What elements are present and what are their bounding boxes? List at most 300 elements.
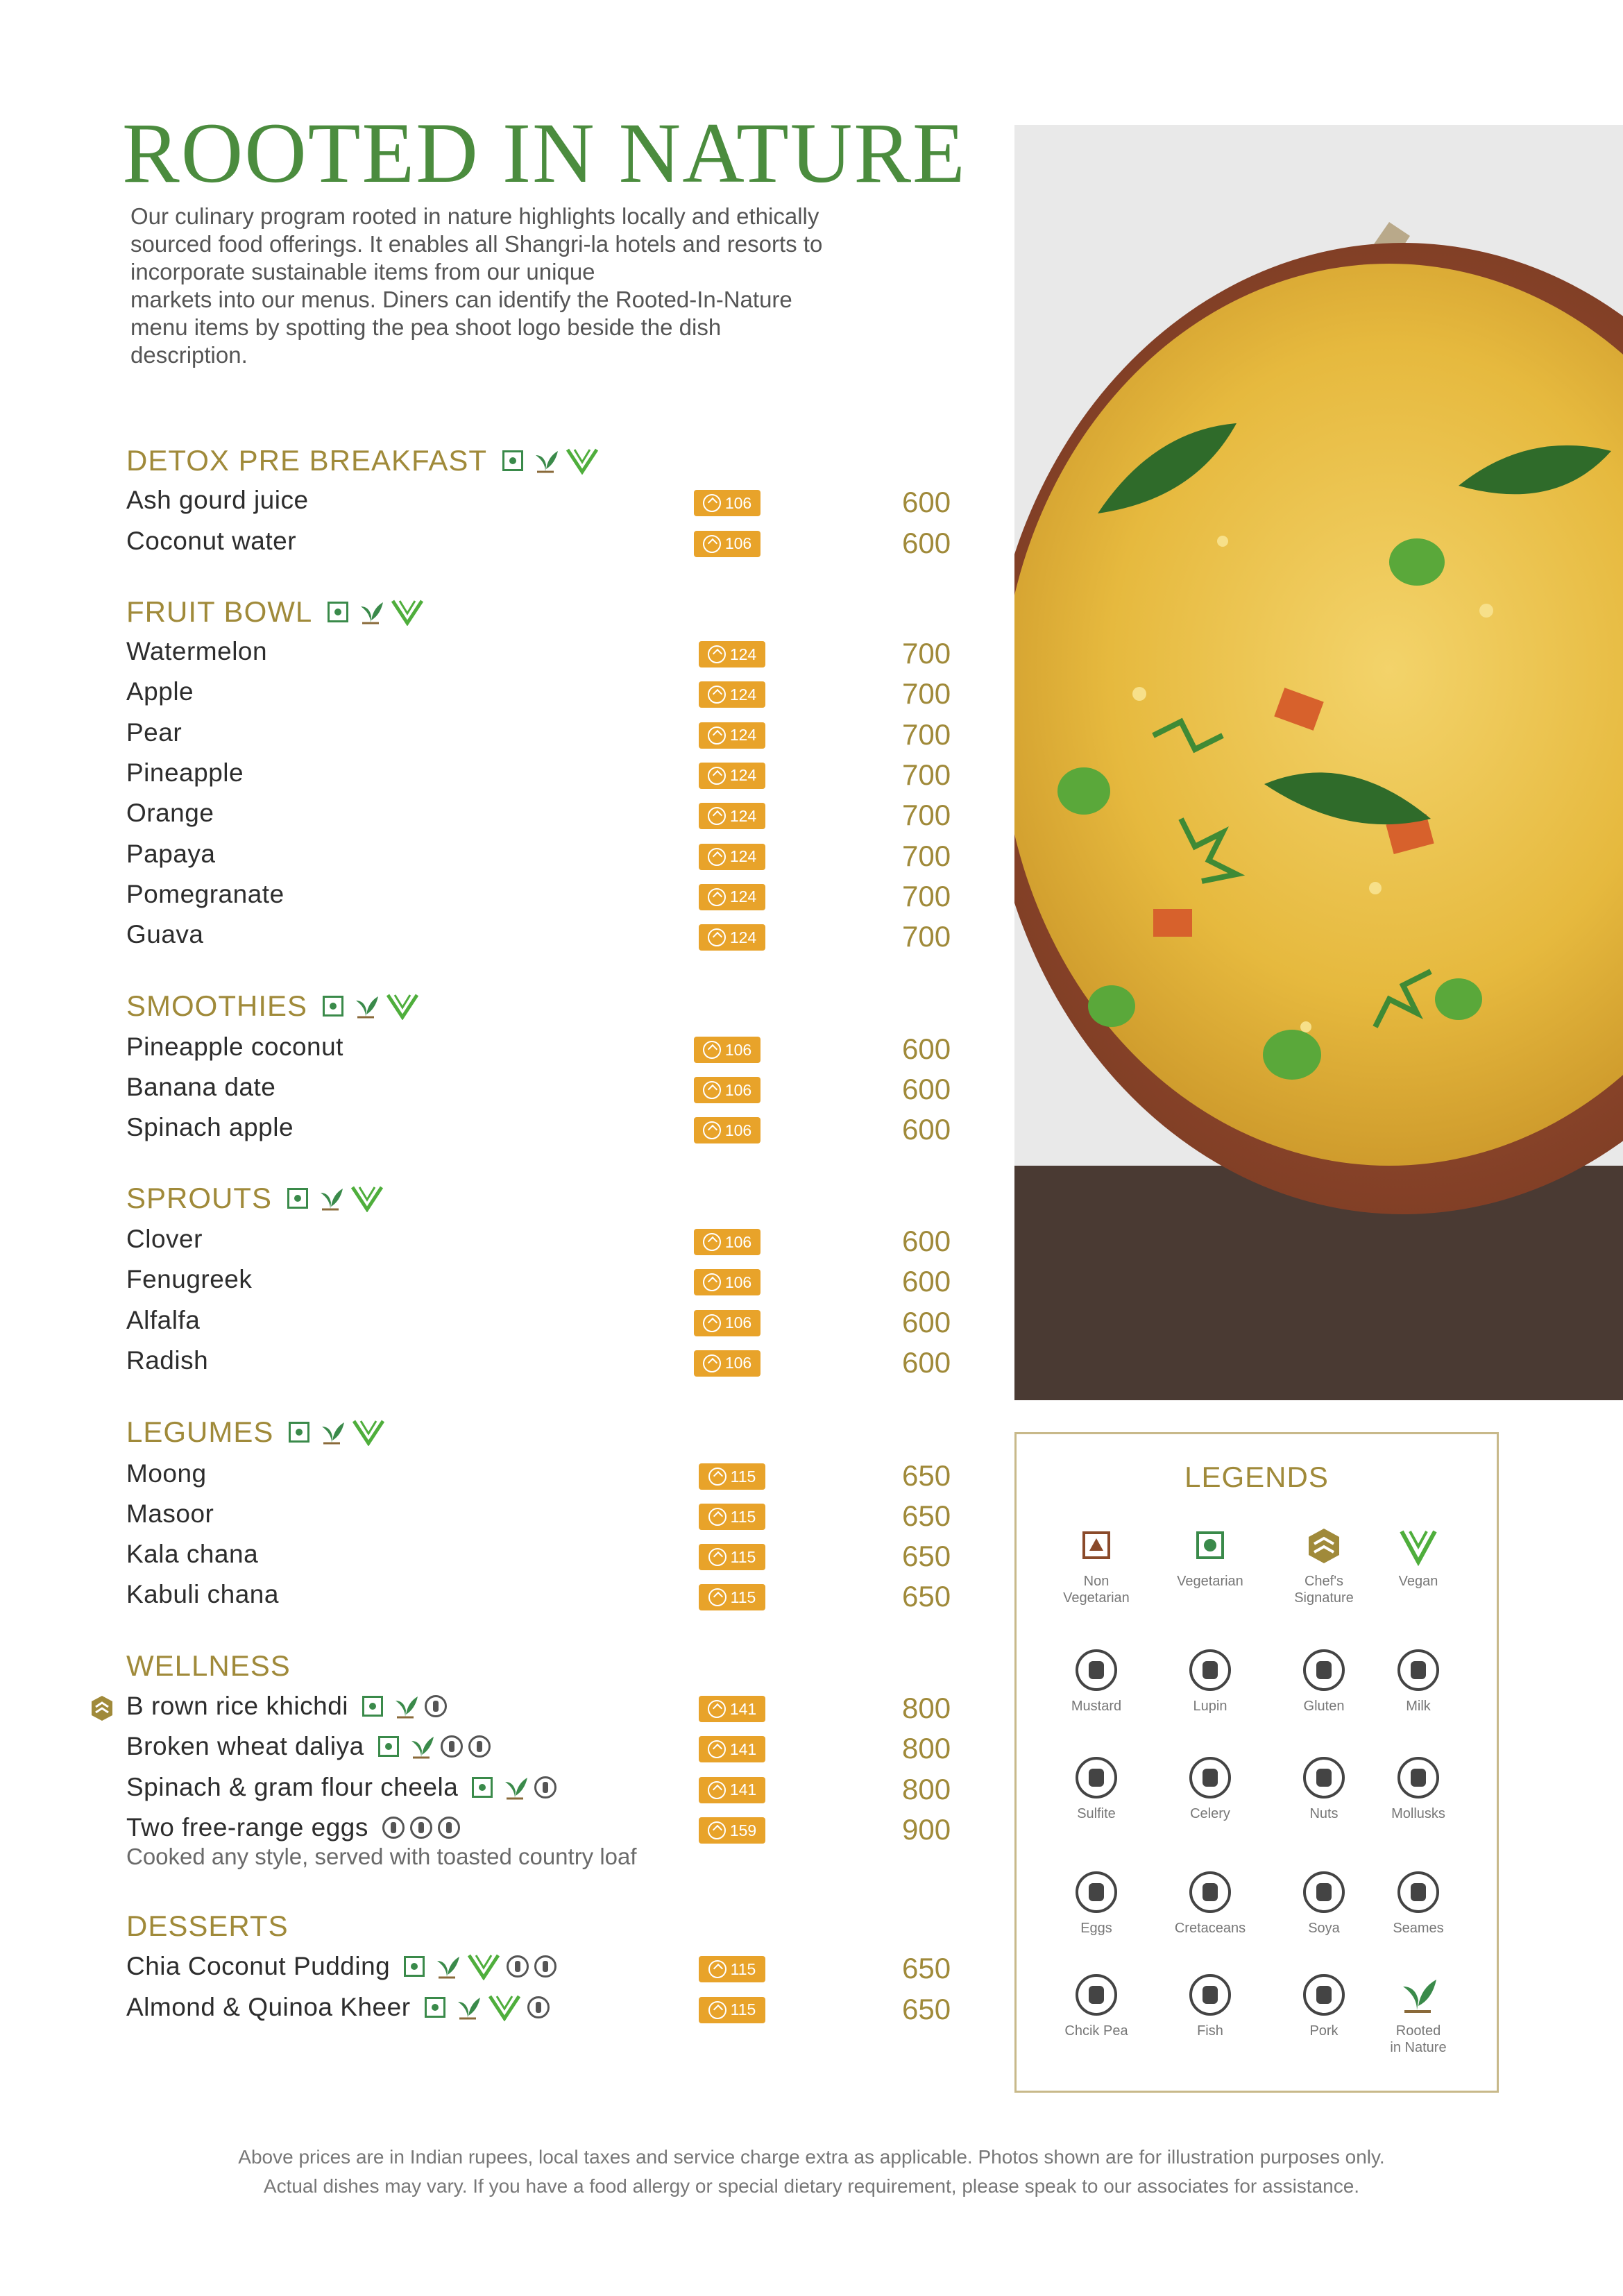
calorie-value: 115 [730, 1547, 756, 1566]
footer-line: Actual dishes may vary. If you have a food allergy or special dietary requirement, please speak to our associates for assistance. [263, 2175, 1360, 2197]
milk-icon [507, 1955, 529, 1978]
calorie-icon [708, 807, 726, 825]
menu-item-price: 600 [902, 526, 951, 559]
crustaceans-icon [1189, 1871, 1231, 1913]
gluten-icon [438, 1817, 460, 1839]
menu-item-name [126, 1580, 293, 1609]
section-title-text: SMOOTHIES [126, 989, 308, 1022]
calorie-icon [708, 2001, 726, 2019]
calorie-badge [699, 1997, 765, 2023]
menu-item-price: 700 [902, 717, 951, 751]
milk-icon [382, 1817, 405, 1839]
calorie-icon [703, 1041, 721, 1059]
menu-item-name [126, 1499, 228, 1529]
menu-item-name-text: Apple [126, 677, 194, 706]
gluten-icon [527, 1996, 550, 2018]
menu-item [126, 1773, 966, 1809]
calorie-value: 124 [729, 685, 757, 704]
calorie-badge [699, 641, 765, 667]
legend-item [1359, 1871, 1477, 1937]
gluten-icon [468, 1735, 491, 1758]
menu-item-price: 650 [902, 1499, 951, 1532]
section-title-text: LEGUMES [126, 1415, 274, 1448]
nuts-icon [1303, 1757, 1345, 1798]
menu-item-price: 800 [902, 1772, 951, 1805]
rooted-in-nature-icon [501, 1775, 529, 1800]
menu-item-name [126, 1952, 562, 1981]
rooted-in-nature-icon [357, 599, 384, 624]
menu-item-price: 700 [902, 637, 951, 670]
calorie-badge [699, 1584, 765, 1610]
vegetarian-icon [1189, 1524, 1231, 1566]
menu-item-name [126, 1732, 496, 1761]
rooted-in-nature-icon [1397, 1974, 1439, 2016]
calorie-badge [699, 803, 765, 829]
intro-line: description. [130, 342, 248, 368]
calorie-badge [694, 1229, 760, 1255]
vegetarian-icon [502, 450, 523, 471]
eggs-icon [410, 1817, 432, 1839]
menu-item-name-text: Almond & Quinoa Kheer [126, 1992, 411, 2021]
menu-item-name [126, 1225, 216, 1254]
menu-item-name [126, 1113, 307, 1142]
intro-line: Our culinary program rooted in nature highlights locally and ethically [130, 203, 819, 229]
menu-item-name-text: Pineapple coconut [126, 1032, 343, 1061]
menu-item-name-text: Coconut water [126, 526, 297, 555]
legend-item [1151, 1649, 1269, 1715]
menu-item [126, 677, 966, 713]
rooted-in-nature-icon [318, 1420, 346, 1445]
calorie-icon [703, 494, 721, 512]
menu-item-name [126, 1265, 266, 1294]
sulfite-icon [1076, 1757, 1117, 1798]
calorie-value: 106 [724, 493, 752, 512]
milk-icon [534, 1776, 556, 1798]
menu-item [126, 1952, 966, 1988]
menu-item-price: 700 [902, 677, 951, 711]
calorie-icon [708, 1588, 726, 1606]
menu-item [126, 758, 966, 794]
legend-item-label: Seames [1393, 1921, 1444, 1936]
section-title-text: DETOX PRE BREAKFAST [126, 444, 488, 477]
calorie-icon [703, 1233, 721, 1251]
calorie-value: 106 [724, 1313, 752, 1332]
menu-item-name-text: Moong [126, 1459, 207, 1488]
menu-item-name-text: Pineapple [126, 758, 244, 787]
menu-item [126, 486, 966, 522]
menu-item [126, 1540, 966, 1576]
calorie-badge [699, 884, 765, 910]
menu-item-name [126, 1346, 222, 1375]
menu-item-price: 650 [902, 1459, 951, 1492]
food-photo [1014, 125, 1623, 1400]
vegan-icon [1397, 1524, 1439, 1566]
menu-item [126, 840, 966, 876]
menu-item-price: 600 [902, 1073, 951, 1105]
calorie-badge [699, 681, 765, 708]
calorie-icon [703, 1354, 721, 1372]
menu-item [126, 718, 966, 754]
calorie-icon [703, 1081, 721, 1099]
section-title [126, 1415, 391, 1449]
calorie-value: 124 [729, 726, 757, 745]
menu-item-name-text: Papaya [126, 839, 216, 868]
legend-item-label: Mollusks [1391, 1806, 1445, 1821]
calorie-badge [699, 722, 765, 749]
menu-item-name-text: Watermelon [126, 637, 268, 665]
calorie-icon [708, 1468, 726, 1486]
milk-icon [1397, 1649, 1439, 1691]
calorie-icon [703, 535, 721, 553]
calorie-badge [699, 1463, 765, 1490]
menu-item [126, 1459, 966, 1495]
calorie-icon [708, 1821, 726, 1839]
menu-item-name [126, 1073, 289, 1102]
menu-item-name [126, 1306, 214, 1335]
chick-pea-icon [1076, 1974, 1117, 2016]
page-title: ROOTED IN NATURE [122, 105, 967, 201]
menu-item [126, 1032, 966, 1069]
calorie-icon [708, 928, 726, 946]
legend-item-label: Celery [1190, 1806, 1230, 1821]
menu-item-price: 650 [902, 1580, 951, 1613]
intro-line: menu items by spotting the pea shoot logo beside the dish [130, 314, 722, 340]
calorie-badge [694, 531, 760, 557]
legend-item-label: Vegan [1398, 1574, 1438, 1589]
menu-item-name-text: Radish [126, 1345, 209, 1375]
menu-item-name [126, 920, 218, 949]
section-title [126, 1649, 306, 1683]
vegan-icon [390, 598, 425, 626]
calorie-icon [708, 1740, 726, 1758]
menu-item-price: 650 [902, 1540, 951, 1572]
calorie-badge [699, 844, 765, 870]
calorie-value: 124 [729, 847, 757, 865]
legend-item-label: Pork [1309, 2023, 1339, 2039]
menu-item-name [126, 1813, 466, 1842]
menu-item-name [126, 758, 257, 788]
calorie-badge [694, 490, 760, 516]
menu-item-name [126, 1459, 221, 1488]
menu-item-name-text: Kabuli chana [126, 1580, 279, 1608]
menu-item-name-text: Spinach apple [126, 1113, 294, 1141]
vegan-icon [565, 447, 600, 475]
fish-icon [1189, 1974, 1231, 2016]
legend-title: LEGENDS [1184, 1461, 1329, 1493]
section-title [126, 1182, 390, 1215]
menu-item-name [126, 1540, 272, 1569]
menu-item-price: 600 [902, 1225, 951, 1257]
legend-item [1037, 1524, 1155, 1606]
menu-item [126, 920, 966, 956]
calorie-badge [699, 1777, 765, 1803]
legend-item-label: Sulfite [1077, 1806, 1116, 1821]
calorie-icon [708, 1548, 726, 1566]
calorie-icon [708, 645, 726, 663]
legend-item-label: Gluten [1303, 1699, 1345, 1714]
menu-item-name [126, 880, 298, 909]
section-title-text: DESSERTS [126, 1910, 289, 1942]
vegetarian-icon [378, 1736, 399, 1757]
menu-item [126, 1265, 966, 1301]
menu-item-price: 800 [902, 1732, 951, 1765]
intro-line: markets into our menus. Diners can identify the Rooted-In-Nature [130, 287, 792, 312]
calorie-icon [708, 848, 726, 866]
calorie-value: 159 [729, 1821, 757, 1839]
calorie-badge [699, 1696, 765, 1722]
calorie-icon [708, 726, 726, 745]
calorie-value: 115 [730, 2000, 756, 2018]
calorie-value: 106 [724, 1354, 752, 1372]
calorie-value: 115 [730, 1467, 756, 1486]
menu-item [126, 1692, 966, 1728]
menu-item-name [126, 1692, 452, 1721]
menu-item [126, 1580, 966, 1616]
menu-item-name [126, 527, 310, 556]
calorie-badge [694, 1310, 760, 1336]
legend-item-label: Rooted in Nature [1390, 2023, 1447, 2055]
rooted-in-nature-icon [407, 1734, 435, 1759]
calorie-icon [708, 767, 726, 785]
calorie-value: 106 [724, 1232, 752, 1251]
chefs-signature-icon [1303, 1524, 1345, 1566]
menu-item-name-text: Clover [126, 1225, 203, 1253]
menu-item [126, 1073, 966, 1109]
legend-item-label: Non Vegetarian [1063, 1574, 1130, 1606]
legend-item [1151, 1524, 1269, 1590]
calorie-icon [708, 1508, 726, 1526]
calorie-icon [703, 1314, 721, 1332]
menu-item-price: 900 [902, 1813, 951, 1846]
menu-item-price: 600 [902, 1345, 951, 1379]
calorie-value: 124 [729, 806, 757, 825]
legend-item-label: Eggs [1080, 1921, 1112, 1936]
calorie-value: 124 [729, 928, 757, 946]
calorie-icon [708, 1700, 726, 1718]
vegan-icon [466, 1953, 501, 1980]
legend-item [1359, 1757, 1477, 1822]
calorie-value: 115 [730, 1959, 756, 1978]
lupin-icon [1189, 1649, 1231, 1691]
calorie-badge [699, 763, 765, 789]
legend-item [1151, 1757, 1269, 1822]
menu-item-name-text: Banana date [126, 1073, 276, 1101]
menu-item-name [126, 718, 196, 747]
calorie-value: 115 [730, 1507, 756, 1526]
legend-item-label: Lupin [1193, 1699, 1227, 1714]
calorie-badge [699, 924, 765, 951]
menu-item-price: 700 [902, 799, 951, 832]
calorie-icon [703, 1121, 721, 1139]
menu-item-price: 700 [902, 758, 951, 791]
menu-item-name-text: Two free-range eggs [126, 1813, 368, 1842]
section-title-text: FRUIT BOWL [126, 595, 313, 628]
menu-item-name-text: Orange [126, 799, 214, 828]
calorie-value: 106 [724, 1273, 752, 1291]
soya-icon [1303, 1871, 1345, 1913]
menu-item-price: 700 [902, 839, 951, 872]
legend-item-label: Chcik Pea [1064, 2023, 1128, 2039]
eggs-icon [1076, 1871, 1117, 1913]
vegetarian-icon [472, 1777, 493, 1798]
milk-icon [441, 1735, 463, 1758]
menu-item-name [126, 1993, 555, 2022]
calorie-value: 141 [729, 1780, 757, 1799]
calorie-value: 106 [724, 534, 752, 552]
menu-item [126, 1993, 966, 2029]
section-title [126, 444, 605, 477]
legend-item [1151, 1974, 1269, 2039]
menu-item-price: 600 [902, 1305, 951, 1338]
menu-item-price: 600 [902, 1113, 951, 1146]
calorie-value: 141 [729, 1699, 757, 1718]
celery-icon [1189, 1757, 1231, 1798]
menu-item [126, 1732, 966, 1768]
legend-item [1359, 1524, 1477, 1590]
legend-item [1037, 1974, 1155, 2039]
menu-item-name [126, 1773, 562, 1802]
mollusks-icon [1397, 1757, 1439, 1798]
vegan-icon [385, 992, 420, 1020]
sesame-icon [1397, 1871, 1439, 1913]
menu-item-name [126, 677, 207, 706]
legend-item [1037, 1649, 1155, 1715]
gluten-icon [534, 1955, 556, 1978]
vegetarian-icon [404, 1956, 425, 1977]
calorie-value: 141 [729, 1740, 757, 1758]
footer-line: Above prices are in Indian rupees, local taxes and service charge extra as applicable. Photos shown are for illustration purposes only. [238, 2146, 1385, 2168]
menu-item-name [126, 486, 323, 515]
gluten-icon [1303, 1649, 1345, 1691]
menu-item-price: 600 [902, 1032, 951, 1065]
menu-item-name-text: Guava [126, 920, 204, 949]
menu-item-name-text: Alfalfa [126, 1305, 201, 1334]
calorie-value: 106 [724, 1080, 752, 1099]
menu-item [126, 1346, 966, 1382]
menu-item-name-text: Fenugreek [126, 1265, 253, 1294]
calorie-value: 115 [730, 1588, 756, 1606]
legend-item [1151, 1871, 1269, 1937]
menu-item [126, 799, 966, 835]
menu-item-price: 600 [902, 1265, 951, 1298]
legend-item-label: Vegetarian [1177, 1574, 1243, 1589]
menu-item-name-text: Ash gourd juice [126, 486, 309, 514]
vegetarian-icon [328, 602, 348, 622]
legend-item [1037, 1757, 1155, 1822]
calorie-badge [699, 1956, 765, 1982]
menu-item-name-text: Chia Coconut Pudding [126, 1952, 391, 1980]
legend-box [1014, 1432, 1499, 2093]
menu-item-price: 800 [902, 1692, 951, 1724]
rooted-in-nature-icon [391, 1694, 419, 1719]
menu-item-price: 700 [902, 920, 951, 953]
calorie-badge [699, 1504, 765, 1530]
chefs-signature-icon [90, 1694, 114, 1722]
calorie-icon [708, 1960, 726, 1978]
vegetarian-icon [289, 1422, 309, 1443]
section-title-text: WELLNESS [126, 1649, 291, 1682]
section-title [126, 989, 425, 1023]
calorie-icon [708, 686, 726, 704]
menu-item-name-text: Pomegranate [126, 879, 284, 908]
calorie-icon [708, 1781, 726, 1799]
milk-icon [425, 1695, 447, 1717]
legend-item-label: Chef's Signature [1294, 1574, 1354, 1606]
menu-item-name-text: Spinach & gram flour cheela [126, 1772, 459, 1801]
menu-item-name-text: Pear [126, 717, 182, 747]
rooted-in-nature-icon [454, 1995, 482, 2020]
calorie-badge [694, 1077, 760, 1103]
calorie-badge [694, 1269, 760, 1295]
calorie-value: 124 [729, 766, 757, 785]
pork-icon [1303, 1974, 1345, 2016]
intro-paragraph [130, 203, 984, 369]
vegetarian-icon [425, 1997, 445, 2018]
vegetarian-icon [287, 1188, 308, 1209]
legend-item [1359, 1649, 1477, 1715]
rooted-in-nature-icon [316, 1186, 344, 1211]
rooted-in-nature-icon [532, 448, 559, 473]
legend-item-label: Milk [1406, 1699, 1431, 1714]
legend-item-label: Nuts [1309, 1806, 1339, 1821]
menu-item-price: 650 [902, 1992, 951, 2025]
menu-item-name-text: B rown rice khichdi [126, 1692, 349, 1720]
mustard-icon [1076, 1649, 1117, 1691]
intro-line: incorporate sustainable items from our unique [130, 259, 595, 284]
menu-item [126, 1306, 966, 1342]
menu-item [126, 637, 966, 673]
legend-item [1359, 1974, 1477, 2056]
menu-item [126, 1225, 966, 1261]
vegan-icon [487, 1993, 522, 2021]
legend-item-label: Cretaceans [1174, 1921, 1246, 1936]
rooted-in-nature-icon [352, 994, 380, 1019]
legend-item [1037, 1871, 1155, 1937]
vegetarian-icon [362, 1696, 383, 1717]
menu-item [126, 880, 966, 916]
calorie-badge [694, 1037, 760, 1063]
menu-item [126, 1499, 966, 1536]
calorie-badge [699, 1736, 765, 1762]
menu-item [126, 527, 966, 563]
menu-item-price: 650 [902, 1952, 951, 1984]
menu-item-name-text: Kala chana [126, 1540, 259, 1568]
menu-item-name-text: Masoor [126, 1499, 214, 1528]
intro-line: sourced food offerings. It enables all Shangri-la hotels and resorts to [130, 231, 823, 257]
section-title-text: SPROUTS [126, 1182, 273, 1214]
vegan-icon [350, 1184, 384, 1212]
calorie-badge [694, 1117, 760, 1143]
calorie-value: 106 [724, 1040, 752, 1059]
footer-note [0, 2143, 1623, 2201]
menu-item-name-text: Broken wheat daliya [126, 1732, 364, 1761]
menu-item-name [126, 637, 281, 666]
legend-item-label: Fish [1197, 2023, 1223, 2039]
calorie-icon [708, 888, 726, 906]
vegan-icon [351, 1418, 386, 1446]
menu-item-name [126, 840, 230, 869]
legend-item-label: Soya [1308, 1921, 1340, 1936]
menu-item-description: Cooked any style, served with toasted country loaf [126, 1844, 637, 1870]
calorie-value: 124 [729, 645, 757, 663]
menu-item-price: 700 [902, 879, 951, 912]
calorie-value: 106 [724, 1121, 752, 1139]
rooted-in-nature-icon [433, 1954, 461, 1979]
vegetarian-icon [323, 996, 343, 1017]
food-photo-upma-illustration [1014, 125, 1623, 1400]
section-title [126, 1910, 304, 1943]
section-title [126, 595, 430, 629]
